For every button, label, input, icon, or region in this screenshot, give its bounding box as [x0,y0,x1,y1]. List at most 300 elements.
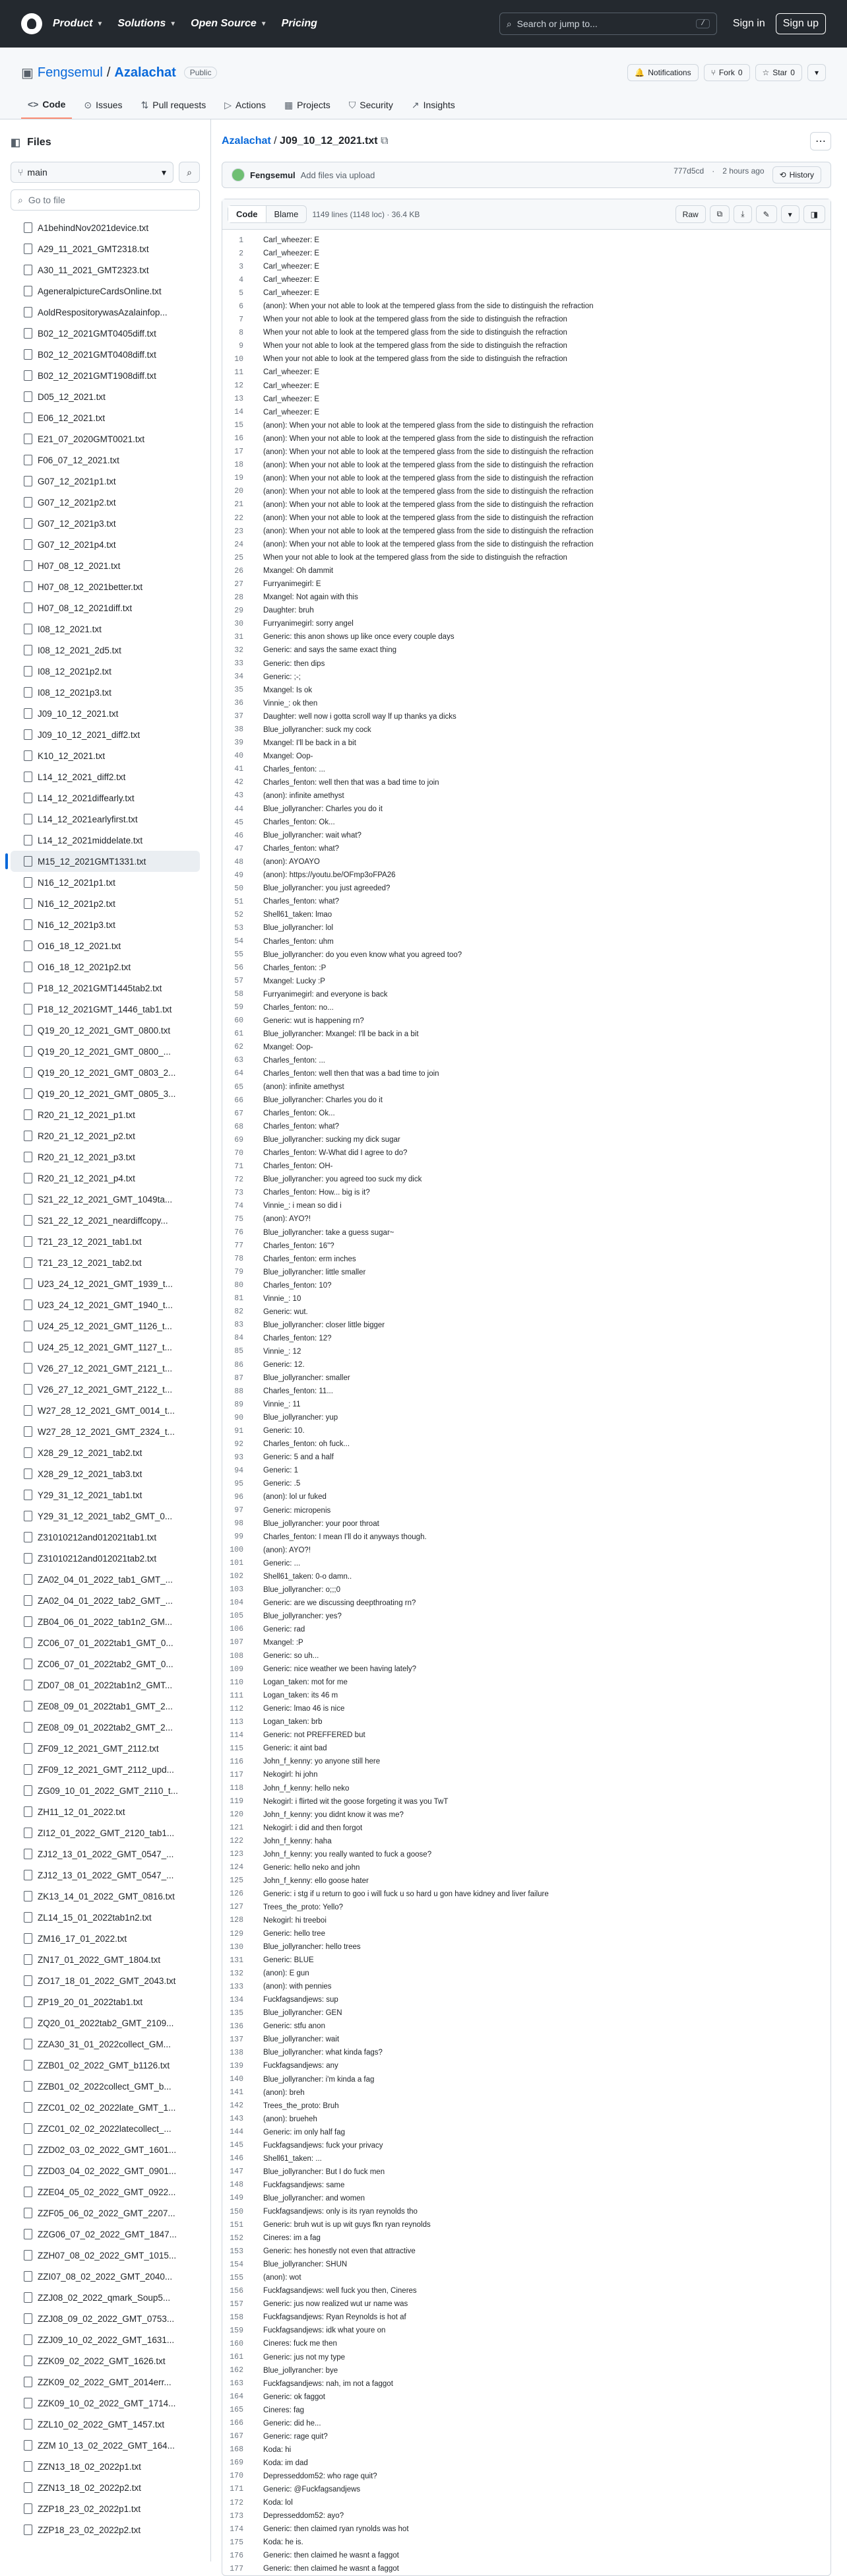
file-item[interactable]: ZL14_15_01_2022tab1n2.txt [11,1907,200,1928]
file-item[interactable]: AoldRespositorywasAzalainfop... [11,302,200,323]
line-number[interactable]: 45 [234,818,243,827]
line-number[interactable]: 3 [239,262,243,271]
line-number[interactable]: 77 [234,1241,243,1251]
file-item[interactable]: L14_12_2021diffearly.txt [11,787,200,809]
file-item[interactable]: ZA02_04_01_2022_tab1_GMT_... [11,1569,200,1590]
star-dropdown-button[interactable] [807,64,826,81]
line-number[interactable]: 126 [230,1890,243,1899]
file-item[interactable]: R20_21_12_2021_p1.txt [11,1104,200,1125]
file-item[interactable]: ZZC01_02_02_2022latecollect_... [11,2118,200,2139]
file-item[interactable]: D05_12_2021.txt [11,386,200,407]
nav-product[interactable]: Product ▼ [53,18,104,29]
line-number[interactable]: 133 [230,1982,243,1991]
line-number[interactable]: 94 [234,1466,243,1475]
line-number[interactable]: 66 [234,1096,243,1105]
line-number[interactable]: 108 [230,1651,243,1661]
line-number[interactable]: 150 [230,2207,243,2216]
line-number[interactable]: 82 [234,1307,243,1317]
line-number[interactable]: 49 [234,871,243,880]
file-item[interactable]: Z31010212and012021tab2.txt [11,1548,200,1569]
line-number[interactable]: 104 [230,1599,243,1608]
file-item[interactable]: ZZJ08_09_02_2022_GMT_0753... [11,2308,200,2329]
line-number[interactable]: 163 [230,2379,243,2389]
line-number[interactable]: 29 [234,606,243,615]
file-item[interactable]: Q19_20_12_2021_GMT_0800_... [11,1041,200,1062]
file-item[interactable]: Q19_20_12_2021_GMT_0803_2... [11,1062,200,1083]
file-item[interactable]: ZI12_01_2022_GMT_2120_tab1... [11,1822,200,1843]
go-to-file-input[interactable]: ⌕ Go to file [11,189,200,211]
file-item[interactable]: ZZF05_06_02_2022_GMT_2207... [11,2202,200,2224]
line-number[interactable]: 83 [234,1321,243,1330]
search-files-button[interactable] [179,162,200,183]
file-item[interactable]: Q19_20_12_2021_GMT_0800.txt [11,1020,200,1041]
line-number[interactable]: 107 [230,1638,243,1647]
line-number[interactable]: 59 [234,1003,243,1012]
file-item[interactable]: L14_12_2021middelate.txt [11,830,200,851]
line-number[interactable]: 11 [234,368,243,377]
file-item[interactable]: A30_11_2021_GMT2323.txt [11,259,200,281]
line-number[interactable]: 149 [230,2194,243,2203]
file-item[interactable]: P18_12_2021GMT1445tab2.txt [11,977,200,999]
line-number[interactable]: 145 [230,2141,243,2150]
file-item[interactable]: B02_12_2021GMT1908diff.txt [11,365,200,386]
line-number[interactable]: 37 [234,712,243,721]
file-item[interactable]: I08_12_2021.txt [11,618,200,640]
line-number[interactable]: 171 [230,2485,243,2494]
line-number[interactable]: 53 [234,923,243,933]
code-view-button[interactable]: Code [228,206,267,222]
line-number[interactable]: 46 [234,831,243,840]
history-button[interactable]: ⟲ History [772,166,821,183]
line-number[interactable]: 123 [230,1850,243,1859]
line-number[interactable]: 10 [234,354,243,364]
file-item[interactable]: ZZI07_08_02_2022_GMT_2040... [11,2266,200,2287]
line-number[interactable]: 34 [234,673,243,682]
line-number[interactable]: 146 [230,2154,243,2163]
line-number[interactable]: 31 [234,632,243,642]
file-item[interactable]: ZG09_10_01_2022_GMT_2110_t... [11,1780,200,1801]
file-item[interactable]: J09_10_12_2021.txt [11,703,200,724]
file-item[interactable]: ZZJ08_02_2022_qmark_Soup5... [11,2287,200,2308]
file-item[interactable]: ZZB01_02_2022_GMT_b1126.txt [11,2055,200,2076]
file-item[interactable]: H07_08_12_2021diff.txt [11,597,200,618]
line-number[interactable]: 91 [234,1426,243,1436]
line-number[interactable]: 72 [234,1175,243,1184]
file-item[interactable]: W27_28_12_2021_GMT_0014_t... [11,1400,200,1421]
line-number[interactable]: 173 [230,2511,243,2521]
file-item[interactable]: ZZL10_02_2022_GMT_1457.txt [11,2414,200,2435]
line-number[interactable]: 5 [239,288,243,298]
file-item[interactable]: I08_12_2021p3.txt [11,682,200,703]
file-item[interactable]: P18_12_2021GMT_1446_tab1.txt [11,999,200,1020]
tab-code[interactable]: <> Code [21,92,72,119]
file-item[interactable]: ZC06_07_01_2022tab1_GMT_0... [11,1632,200,1653]
file-item[interactable]: ZZH07_08_02_2022_GMT_1015... [11,2245,200,2266]
line-number[interactable]: 28 [234,593,243,602]
line-number[interactable]: 24 [234,540,243,549]
file-item[interactable]: N16_12_2021p3.txt [11,914,200,935]
file-item[interactable]: N16_12_2021p1.txt [11,872,200,893]
line-number[interactable]: 54 [234,937,243,946]
file-item[interactable]: ZZK09_02_2022_GMT_1626.txt [11,2350,200,2371]
file-item[interactable]: ZZB01_02_2022collect_GMT_b... [11,2076,200,2097]
copy-raw-button[interactable] [710,205,730,223]
line-number[interactable]: 117 [230,1770,243,1779]
line-number[interactable]: 57 [234,977,243,986]
sign-up-button[interactable]: Sign up [776,13,826,34]
file-item[interactable]: ZZK09_02_2022_GMT_2014err... [11,2371,200,2393]
line-number[interactable]: 177 [230,2564,243,2573]
line-number[interactable]: 148 [230,2181,243,2190]
line-number[interactable]: 71 [234,1162,243,1171]
file-item[interactable]: ZZE04_05_02_2022_GMT_0922... [11,2181,200,2202]
file-item[interactable]: ZZC01_02_02_2022late_GMT_1... [11,2097,200,2118]
file-item[interactable]: R20_21_12_2021_p3.txt [11,1146,200,1168]
file-item[interactable]: O16_18_12_2021.txt [11,935,200,956]
line-number[interactable]: 157 [230,2299,243,2309]
file-item[interactable]: G07_12_2021p4.txt [11,534,200,555]
file-item[interactable]: ZD07_08_01_2022tab1n2_GMT... [11,1674,200,1696]
line-number[interactable]: 22 [234,513,243,523]
file-item[interactable]: T21_23_12_2021_tab2.txt [11,1252,200,1273]
line-number[interactable]: 101 [230,1559,243,1568]
line-number[interactable]: 105 [230,1612,243,1621]
file-item[interactable]: W27_28_12_2021_GMT_2324_t... [11,1421,200,1442]
breadcrumb-repo-link[interactable]: Azalachat [222,135,271,147]
commit-hash[interactable]: 777d5cd [674,166,705,176]
file-item[interactable]: U24_25_12_2021_GMT_1127_t... [11,1337,200,1358]
file-item[interactable]: ZQ20_01_2022tab2_GMT_2109... [11,2012,200,2033]
line-number[interactable]: 147 [230,2167,243,2177]
line-number[interactable]: 58 [234,990,243,999]
line-number[interactable]: 84 [234,1334,243,1343]
line-number[interactable]: 98 [234,1519,243,1529]
line-number[interactable]: 67 [234,1109,243,1118]
line-number[interactable]: 85 [234,1347,243,1356]
line-number[interactable]: 139 [230,2061,243,2070]
nav-pricing[interactable]: Pricing [281,18,317,29]
line-number[interactable]: 93 [234,1453,243,1462]
line-number[interactable]: 27 [234,579,243,589]
tab-issues[interactable]: ⊙ Issues [84,99,123,110]
file-item[interactable]: ZC06_07_01_2022tab2_GMT_0... [11,1653,200,1674]
line-number[interactable]: 166 [230,2419,243,2428]
line-number[interactable]: 75 [234,1214,243,1224]
file-item[interactable]: T21_23_12_2021_tab1.txt [11,1231,200,1252]
nav-open-source[interactable]: Open Source ▼ [191,18,267,29]
file-item[interactable]: ZB04_06_01_2022_tab1n2_GM... [11,1611,200,1632]
line-number[interactable]: 116 [230,1757,243,1766]
line-number[interactable]: 17 [234,447,243,457]
file-item[interactable]: ZF09_12_2021_GMT_2112.txt [11,1738,200,1759]
file-item[interactable]: N16_12_2021p2.txt [11,893,200,914]
line-number[interactable]: 115 [230,1744,243,1753]
file-item[interactable]: AgeneralpictureCardsOnline.txt [11,281,200,302]
line-number[interactable]: 112 [230,1704,243,1713]
notifications-button[interactable]: 🔔 Notifications [627,64,698,81]
line-number[interactable]: 175 [230,2538,243,2547]
line-number[interactable]: 62 [234,1043,243,1052]
line-number[interactable]: 161 [230,2353,243,2362]
file-item[interactable]: ZE08_09_01_2022tab2_GMT_2... [11,1717,200,1738]
line-number[interactable]: 165 [230,2406,243,2415]
line-number[interactable]: 56 [234,964,243,973]
line-number[interactable]: 74 [234,1201,243,1210]
line-number[interactable]: 86 [234,1360,243,1370]
file-item[interactable]: X28_29_12_2021_tab2.txt [11,1442,200,1463]
line-number[interactable]: 38 [234,725,243,735]
file-item[interactable]: ZZD03_04_02_2022_GMT_0901... [11,2160,200,2181]
line-number[interactable]: 162 [230,2366,243,2375]
file-item[interactable]: L14_12_2021earlyfirst.txt [11,809,200,830]
line-number[interactable]: 176 [230,2551,243,2560]
line-number[interactable]: 164 [230,2393,243,2402]
file-item[interactable]: Y29_31_12_2021_tab1.txt [11,1484,200,1505]
line-number[interactable]: 129 [230,1929,243,1938]
line-number[interactable]: 109 [230,1665,243,1674]
line-number[interactable]: 30 [234,619,243,628]
line-number[interactable]: 19 [234,474,243,483]
line-number[interactable]: 158 [230,2313,243,2322]
line-number[interactable]: 13 [234,395,243,404]
file-item[interactable]: ZZA30_31_01_2022collect_GM... [11,2033,200,2055]
file-item[interactable]: S21_22_12_2021_GMT_1049ta... [11,1189,200,1210]
line-number[interactable]: 44 [234,805,243,814]
file-item[interactable]: ZF09_12_2021_GMT_2112_upd... [11,1759,200,1780]
line-number[interactable]: 15 [234,421,243,430]
file-item[interactable]: U23_24_12_2021_GMT_1939_t... [11,1273,200,1294]
line-number[interactable]: 48 [234,857,243,867]
file-item[interactable]: ZK13_14_01_2022_GMT_0816.txt [11,1886,200,1907]
file-item[interactable]: Y29_31_12_2021_tab2_GMT_0... [11,1505,200,1527]
line-number[interactable]: 141 [230,2088,243,2097]
file-item[interactable]: B02_12_2021GMT0408diff.txt [11,344,200,365]
search-input[interactable]: ⌕ Search or jump to... / [499,13,717,35]
tab-security[interactable]: ⛉ Security [348,99,393,110]
line-number[interactable]: 87 [234,1373,243,1383]
file-item[interactable]: Z31010212and012021tab1.txt [11,1527,200,1548]
file-item[interactable]: ZP19_20_01_2022tab1.txt [11,1991,200,2012]
line-number[interactable]: 42 [234,778,243,787]
line-number[interactable]: 130 [230,1942,243,1952]
line-number[interactable]: 135 [230,2008,243,2018]
line-number[interactable]: 121 [230,1824,243,1833]
line-number[interactable]: 114 [230,1731,243,1740]
line-number[interactable]: 100 [230,1546,243,1555]
line-number[interactable]: 128 [230,1916,243,1925]
file-item[interactable]: G07_12_2021p3.txt [11,513,200,534]
line-number[interactable]: 156 [230,2286,243,2295]
line-number[interactable]: 18 [234,461,243,470]
file-item[interactable]: ZZJ09_10_02_2022_GMT_1631... [11,2329,200,2350]
file-item[interactable]: U24_25_12_2021_GMT_1126_t... [11,1315,200,1337]
line-number[interactable]: 16 [234,434,243,444]
file-item[interactable]: ZZN13_18_02_2022p1.txt [11,2456,200,2477]
line-number[interactable]: 170 [230,2472,243,2481]
line-number[interactable]: 169 [230,2459,243,2468]
more-options-button[interactable] [810,132,831,150]
tab-pull-requests[interactable]: ⇅ Pull requests [141,99,206,110]
line-number[interactable]: 12 [234,381,243,391]
line-number[interactable]: 23 [234,527,243,536]
edit-dropdown-button[interactable] [781,205,800,223]
line-number[interactable]: 2 [239,249,243,258]
file-item[interactable]: F06_07_12_2021.txt [11,449,200,471]
line-number[interactable]: 167 [230,2432,243,2441]
line-number[interactable]: 136 [230,2022,243,2031]
file-item[interactable]: ZH11_12_01_2022.txt [11,1801,200,1822]
line-number[interactable]: 102 [230,1572,243,1581]
commit-author[interactable]: Fengsemul [250,170,296,180]
line-number[interactable]: 127 [230,1903,243,1912]
file-item[interactable]: R20_21_12_2021_p2.txt [11,1125,200,1146]
line-number[interactable]: 39 [234,739,243,748]
line-number[interactable]: 120 [230,1810,243,1820]
file-item[interactable]: A29_11_2021_GMT2318.txt [11,238,200,259]
blame-view-button[interactable]: Blame [274,209,299,219]
tab-insights[interactable]: ↗ Insights [411,99,455,110]
fork-button[interactable]: ⑂ Fork 0 [704,64,750,81]
line-number[interactable]: 96 [234,1492,243,1502]
line-number[interactable]: 90 [234,1413,243,1422]
file-item[interactable]: S21_22_12_2021_neardiffcopy... [11,1210,200,1231]
line-number[interactable]: 160 [230,2339,243,2348]
line-number[interactable]: 92 [234,1439,243,1449]
file-item[interactable]: L14_12_2021_diff2.txt [11,766,200,787]
edit-button[interactable] [756,205,777,223]
line-number[interactable]: 152 [230,2233,243,2243]
line-number[interactable]: 143 [230,2115,243,2124]
line-number[interactable]: 20 [234,487,243,496]
line-number[interactable]: 174 [230,2525,243,2534]
line-number[interactable]: 7 [239,315,243,324]
line-number[interactable]: 50 [234,884,243,893]
file-item[interactable]: ZM16_17_01_2022.txt [11,1928,200,1949]
line-number[interactable]: 79 [234,1268,243,1277]
line-number[interactable]: 97 [234,1506,243,1515]
file-item[interactable]: ZZP18_23_02_2022p2.txt [11,2519,200,2540]
file-item[interactable]: M15_12_2021GMT1331.txt [11,851,200,872]
line-number[interactable]: 9 [239,341,243,350]
line-number[interactable]: 137 [230,2035,243,2044]
file-item[interactable]: V26_27_12_2021_GMT_2122_t... [11,1379,200,1400]
line-number[interactable]: 36 [234,699,243,708]
line-number[interactable]: 8 [239,328,243,337]
line-number[interactable]: 32 [234,645,243,655]
github-logo-icon[interactable] [21,13,42,34]
file-item[interactable]: G07_12_2021p1.txt [11,471,200,492]
line-number[interactable]: 61 [234,1030,243,1039]
file-item[interactable]: I08_12_2021_2d5.txt [11,640,200,661]
file-item[interactable]: ZJ12_13_01_2022_GMT_0547_... [11,1865,200,1886]
sign-in-link[interactable]: Sign in [732,18,765,29]
file-item[interactable]: U23_24_12_2021_GMT_1940_t... [11,1294,200,1315]
line-number[interactable]: 70 [234,1148,243,1158]
file-item[interactable]: X28_29_12_2021_tab3.txt [11,1463,200,1484]
line-number[interactable]: 168 [230,2445,243,2455]
line-number[interactable]: 51 [234,897,243,906]
branch-selector[interactable]: ⑂ main ▾ [11,162,173,183]
line-number[interactable]: 144 [230,2128,243,2137]
line-number[interactable]: 124 [230,1863,243,1872]
file-item[interactable]: H07_08_12_2021better.txt [11,576,200,597]
file-item[interactable]: ZZK09_10_02_2022_GMT_1714... [11,2393,200,2414]
line-number[interactable]: 172 [230,2498,243,2507]
line-number[interactable]: 68 [234,1122,243,1131]
file-item[interactable]: ZJ12_13_01_2022_GMT_0547_... [11,1843,200,1865]
line-number[interactable]: 125 [230,1876,243,1886]
line-number[interactable]: 26 [234,566,243,576]
file-item[interactable]: ZZM 10_13_02_2022_GMT_164... [11,2435,200,2456]
sidebar-collapse-icon[interactable]: ◧ [11,137,21,149]
file-item[interactable]: J09_10_12_2021_diff2.txt [11,724,200,745]
line-number[interactable]: 80 [234,1281,243,1290]
line-number[interactable]: 110 [230,1678,243,1687]
line-number[interactable]: 14 [234,408,243,417]
line-number[interactable]: 65 [234,1082,243,1092]
file-item[interactable]: R20_21_12_2021_p4.txt [11,1168,200,1189]
line-number[interactable]: 76 [234,1228,243,1238]
line-number[interactable]: 155 [230,2273,243,2282]
file-item[interactable]: A1behindNov2021device.txt [11,217,200,238]
line-number[interactable]: 113 [230,1717,243,1727]
file-item[interactable]: O16_18_12_2021p2.txt [11,956,200,977]
line-number[interactable]: 41 [234,765,243,774]
file-item[interactable]: K10_12_2021.txt [11,745,200,766]
line-number[interactable]: 43 [234,791,243,801]
line-number[interactable]: 88 [234,1387,243,1396]
star-button[interactable]: ☆ Star 0 [755,64,802,81]
line-number[interactable]: 140 [230,2075,243,2084]
file-item[interactable]: ZZN13_18_02_2022p2.txt [11,2477,200,2498]
line-number[interactable]: 52 [234,910,243,919]
file-item[interactable]: G07_12_2021p2.txt [11,492,200,513]
line-number[interactable]: 78 [234,1255,243,1264]
commit-message[interactable]: Add files via upload [300,170,375,180]
nav-solutions[interactable]: Solutions ▼ [117,18,177,29]
line-number[interactable]: 153 [230,2247,243,2256]
line-number[interactable]: 6 [239,302,243,311]
line-number[interactable]: 21 [234,500,243,510]
line-number[interactable]: 69 [234,1135,243,1144]
line-number[interactable]: 119 [230,1797,243,1806]
line-number[interactable]: 122 [230,1837,243,1846]
line-number[interactable]: 55 [234,950,243,960]
line-number[interactable]: 40 [234,752,243,761]
file-item[interactable]: ZN17_01_2022_GMT_1804.txt [11,1949,200,1970]
line-number[interactable]: 111 [230,1691,243,1700]
tab-projects[interactable]: ▦ Projects [284,99,330,110]
line-number[interactable]: 142 [230,2101,243,2111]
line-number[interactable]: 25 [234,553,243,562]
file-item[interactable]: ZO17_18_01_2022_GMT_2043.txt [11,1970,200,1991]
line-number[interactable]: 99 [234,1533,243,1542]
file-item[interactable]: ZZD02_03_02_2022_GMT_1601... [11,2139,200,2160]
file-item[interactable]: H07_08_12_2021.txt [11,555,200,576]
file-item[interactable]: E21_07_2020GMT0021.txt [11,428,200,449]
line-number[interactable]: 151 [230,2220,243,2229]
line-number[interactable]: 89 [234,1400,243,1409]
line-number[interactable]: 35 [234,686,243,695]
line-number[interactable]: 33 [234,659,243,669]
line-number[interactable]: 131 [230,1956,243,1965]
file-item[interactable]: I08_12_2021p2.txt [11,661,200,682]
line-number[interactable]: 81 [234,1294,243,1304]
line-number[interactable]: 95 [234,1479,243,1488]
line-number[interactable]: 103 [230,1585,243,1595]
line-number[interactable]: 60 [234,1016,243,1026]
copy-path-icon[interactable]: ⧉ [381,135,389,147]
